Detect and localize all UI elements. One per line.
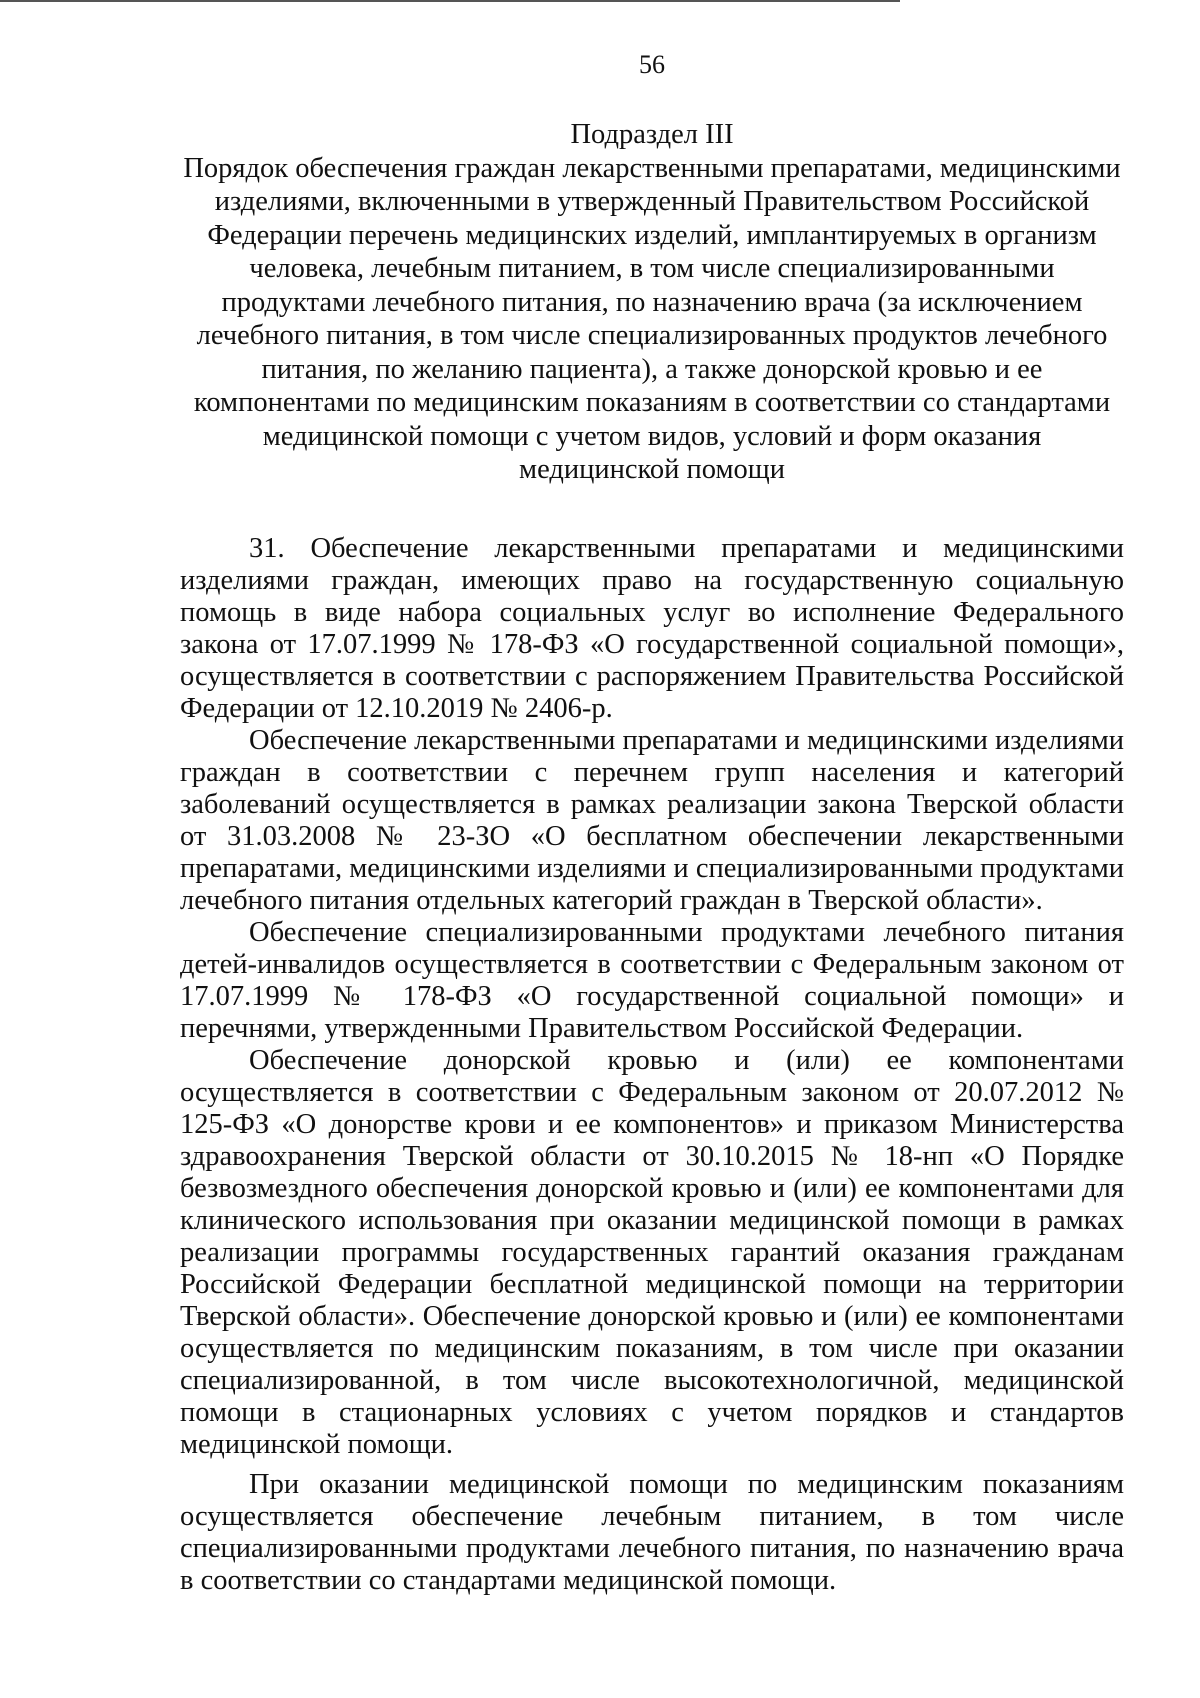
paragraph-drug-supply: Обеспечение лекарственными препаратами и медицинскими изделиями граждан в соответствии с перечнем групп населения и категорий заболеваний осуществляется в рамках реализации закона Тверской области от 31.03.2008 № 23-ЗО «О бесплатном обеспечении лекарственными препаратами, медицинскими изделиями и специализированными продуктами лечебного питания отдельных категорий граждан в Тверской области».: [180, 724, 1124, 916]
section-heading-text: Порядок обеспечения граждан лекарственными препаратами, медицинскими изделиями, включенными в утвержденный Правительством Российской Федерации перечень медицинских изделий, имплантируемых в организм человека, лечебным питанием, в том числе специализированными продуктами лечебного питания, по назначению врача (за исключением лечебного питания, в том числе специализированных продуктов лечебного питания, по желанию пациента), а также донорской кровью и ее компонентами по медицинским показаниям в соответствии со стандартами медицинской помощи с учетом видов, условий и форм оказания медицинской помощи: [183, 152, 1121, 485]
paragraph-therapeutic-nutrition: При оказании медицинской помощи по медицинским показаниям осуществляется обеспечение лечебным питанием, в том числе специализированными продуктами лечебного питания, по назначению врача в соответствии со стандартами медицинской помощи.: [180, 1468, 1124, 1596]
paragraph-nutrition-disabled-children: Обеспечение специализированными продуктами лечебного питания детей-инвалидов осуществляется в соответствии с Федеральным законом от 17.07.1999 № 178-ФЗ «О государственной социальной помощи» и перечнями, утвержденными Правительством Российской Федерации.: [180, 916, 1124, 1044]
paragraph-donor-blood: Обеспечение донорской кровью и (или) ее компонентами осуществляется в соответствии с Федеральным законом от 20.07.2012 № 125-ФЗ «О донорстве крови и ее компонентов» и приказом Министерства здравоохранения Тверской области от 30.10.2015 № 18-нп «О Порядке безвозмездного обеспечения донорской кровью и (или) ее компонентами для клинического использования при оказании медицинской помощи в рамках реализации программы государственных гарантий оказания гражданам Российской Федерации бесплатной медицинской помощи на территории Тверской области». Обеспечение донорской кровью и (или) ее компонентами осуществляется по медицинским показаниям, в том числе при оказании специализированной, в том числе высокотехнологичной, медицинской помощи в стационарных условиях с учетом порядков и стандартов медицинской помощи.: [180, 1044, 1124, 1460]
paragraph-31: 31. Обеспечение лекарственными препаратами и медицинскими изделиями граждан, имеющих право на государственную социальную помощь в виде набора социальных услуг во исполнение Федерального закона от 17.07.1999 № 178-ФЗ «О государственной социальной помощи», осуществляется в соответствии с распоряжением Правительства Российской Федерации от 12.10.2019 № 2406-р.: [180, 532, 1124, 724]
page-number: 56: [639, 50, 665, 79]
scan-edge-line: [0, 0, 900, 2]
section-heading: [180, 118, 1124, 487]
document-page: [180, 50, 1124, 1597]
section-title: Подраздел III: [570, 119, 734, 150]
document-body: [180, 533, 1124, 1597]
